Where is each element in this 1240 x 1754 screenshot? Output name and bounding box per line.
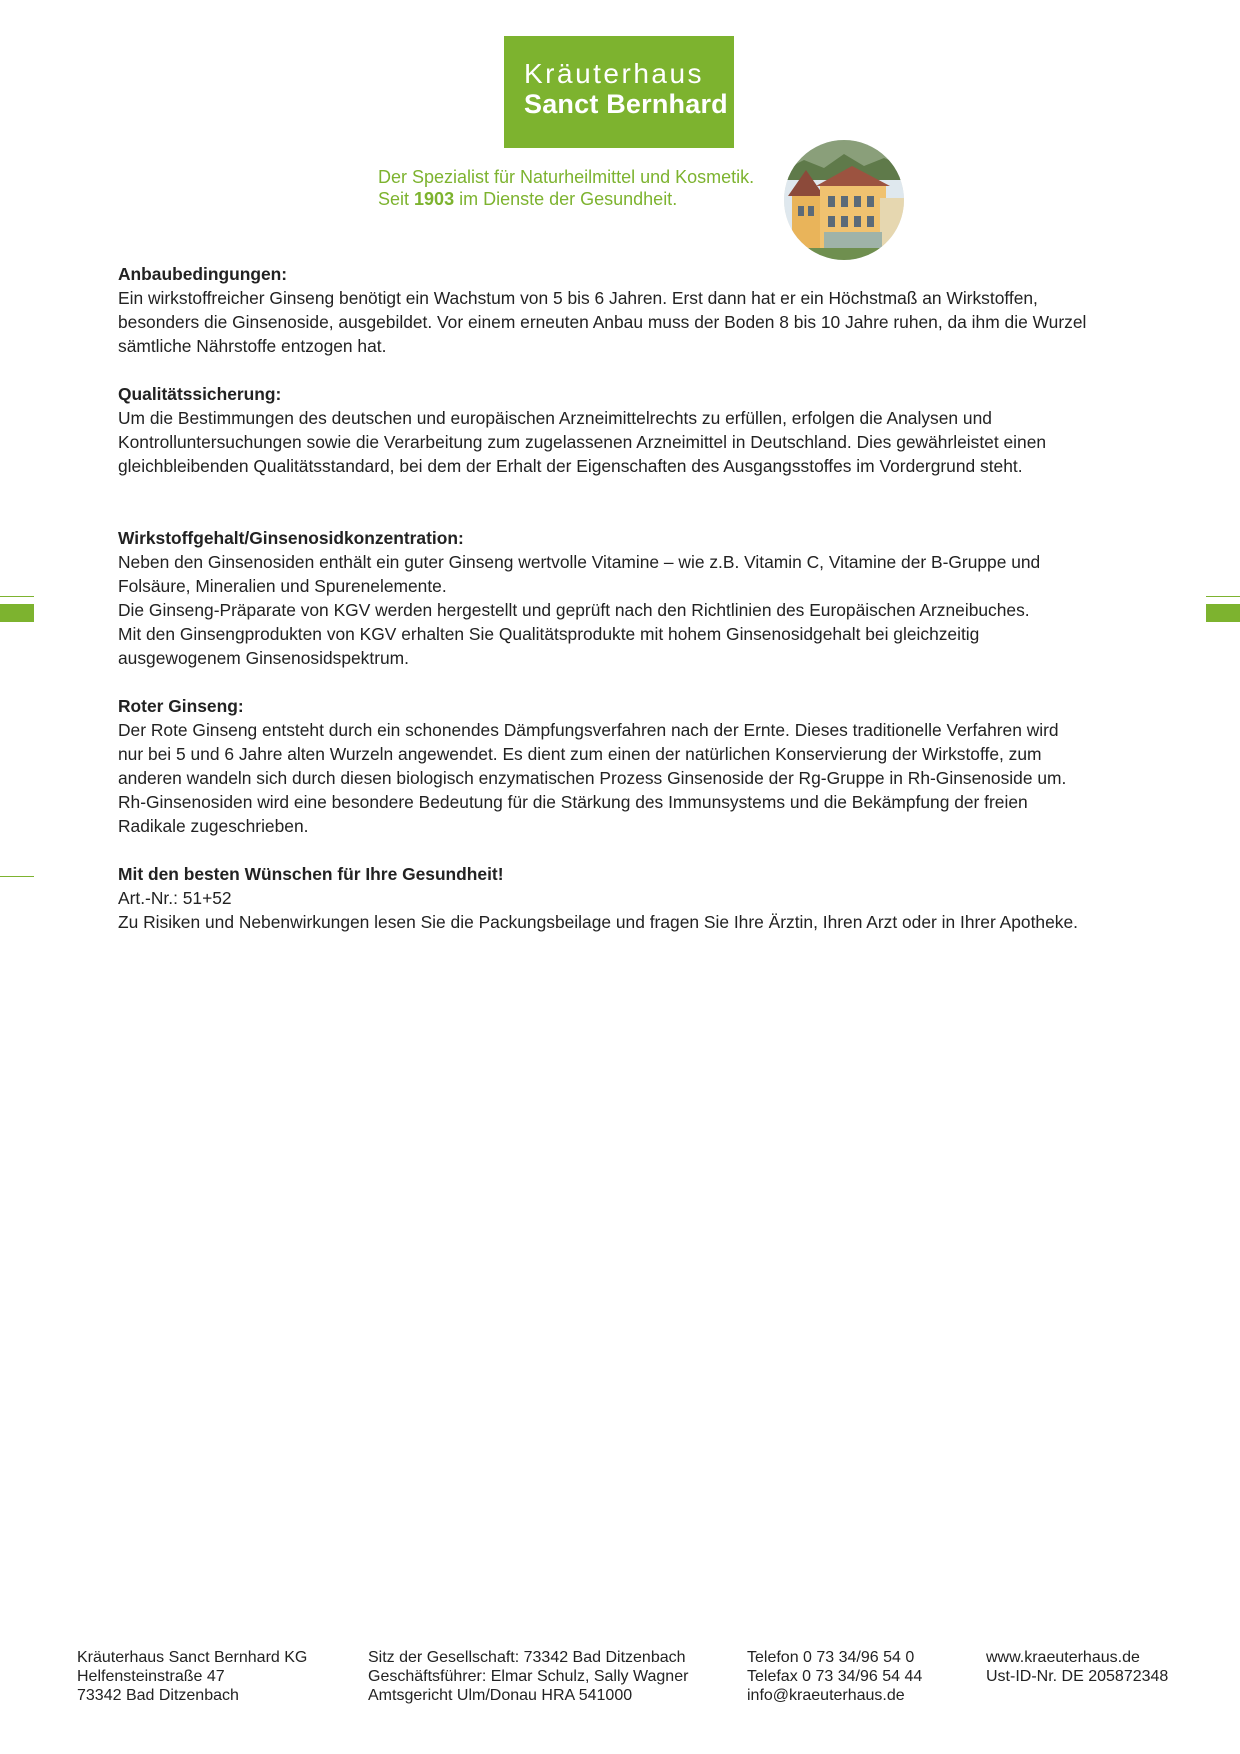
tagline-prefix: Seit [378,189,415,209]
footer-company [77,1648,307,1705]
brand-tagline [378,166,754,210]
building-illustration [784,140,904,260]
tagline-line2 [378,188,754,210]
text-line: Kontrolluntersuchungen sowie die Verarbeitung zum zugelassenen Arzneimittel in Deutschland. Dies gewährleistet einen [118,432,1047,452]
section-wirkstoffgehalt [118,526,1128,670]
fold-mark-left-top-line [0,596,34,597]
footer-contact [747,1648,922,1705]
building-photo [784,140,904,260]
footer-legal [368,1648,688,1705]
section-qualitaetssicherung [118,382,1128,478]
text-line: nur bei 5 und 6 Jahre alten Wurzeln angewendet. Es dient zum einen der natürlichen Konservierung der Wirkstoffe, zum [118,744,1042,764]
hole-mark-left [0,876,34,877]
text-line: Die Ginseng-Präparate von KGV werden hergestellt und geprüft nach den Richtlinien des Europäischen Arzneibuches. [118,600,1030,620]
footer-website-link[interactable]: www.kraeuterhaus.de [986,1649,1140,1666]
fold-mark-left [0,604,34,622]
section-roter-ginseng [118,694,1128,838]
brand-name-line2: Sanct Bernhard [524,89,728,119]
text-line: Folsäure, Mineralien und Spurenelemente. [118,576,447,596]
text-line: ausgewogenem Ginsenosidspektrum. [118,648,409,668]
footer-line: Sitz der Gesellschaft: 73342 Bad Ditzenbach [368,1649,686,1666]
text-line: Um die Bestimmungen des deutschen und europäischen Arzneimittelrechts zu erfüllen, erfolgen die Analysen und [118,408,992,428]
footer-web [986,1648,1168,1686]
footer-line: Geschäftsführer: Elmar Schulz, Sally Wagner [368,1668,689,1685]
brand-logo [504,36,734,148]
text-line: Radikale zugeschrieben. [118,816,309,836]
section-heading: Anbaubedingungen: [118,264,288,284]
section-heading: Qualitätssicherung: [118,384,282,404]
footer-vat-id: Ust-ID-Nr. DE 205872348 [986,1668,1169,1685]
text-line: besonders die Ginsenoside, ausgebildet. Vor einem erneuten Anbau muss der Boden 8 bis 10 Jahre ruhen, da ihm die Wurzel [118,312,1087,332]
tagline-suffix: im Dienste der Gesundheit. [454,189,678,209]
brand-name-line1: Kräuterhaus [524,58,705,89]
text-line: sämtliche Nährstoffe entzogen hat. [118,336,387,356]
closing-wishes: Mit den besten Wünschen für Ihre Gesundheit! [118,864,504,884]
footer-phone: Telefon 0 73 34/96 54 0 [747,1649,915,1666]
section-heading: Wirkstoffgehalt/Ginsenosidkonzentration: [118,528,464,548]
tagline-year: 1903 [414,189,455,209]
fold-mark-right [1206,604,1240,622]
fold-mark-right-top-line [1206,596,1240,597]
text-line: anderen wandeln sich durch diesen biologisch enzymatischen Prozess Ginsenoside der Rg-Gruppe in Rh-Ginsenoside um. [118,768,1067,788]
footer-line: 73342 Bad Ditzenbach [77,1687,239,1704]
footer-email[interactable]: info@kraeuterhaus.de [747,1687,905,1704]
risk-notice: Zu Risiken und Nebenwirkungen lesen Sie die Packungsbeilage und fragen Sie Ihre Ärztin, Ihren Arzt oder in Ihrer Apotheke. [118,912,1078,932]
text-line: Rh-Ginsenosiden wird eine besondere Bedeutung für die Stärkung des Immunsystems und die Bekämpfung der freien [118,792,1028,812]
footer-fax: Telefax 0 73 34/96 54 44 [747,1668,923,1685]
tagline-line1: Der Spezialist für Naturheilmittel und Kosmetik. [378,167,755,187]
section-anbaubedingungen [118,262,1128,358]
text-line: gleichbleibenden Qualitätsstandard, bei dem der Erhalt der Eigenschaften des Ausgangsstoffes im Vordergrund steht. [118,456,1023,476]
footer-line: Helfensteinstraße 47 [77,1668,225,1685]
text-line: Neben den Ginsenosiden enthält ein guter Ginseng wertvolle Vitamine – wie z.B. Vitamin C, Vitamine der B-Gruppe und [118,552,1041,572]
text-line: Ein wirkstoffreicher Ginseng benötigt ein Wachstum von 5 bis 6 Jahren. Erst dann hat er ein Höchstmaß an Wirkstoffen, [118,288,1038,308]
section-heading: Roter Ginseng: [118,696,244,716]
text-line: Der Rote Ginseng entsteht durch ein schonendes Dämpfungsverfahren nach der Ernte. Dieses traditionelle Verfahren wird [118,720,1059,740]
footer-line: Kräuterhaus Sanct Bernhard KG [77,1649,308,1666]
document-body [118,262,1128,934]
text-line: Mit den Ginsengprodukten von KGV erhalten Sie Qualitätsprodukte mit hohem Ginsenosidgehalt bei gleichzeitig [118,624,980,644]
footer-line: Amtsgericht Ulm/Donau HRA 541000 [368,1687,633,1704]
article-number: Art.-Nr.: 51+52 [118,888,232,908]
